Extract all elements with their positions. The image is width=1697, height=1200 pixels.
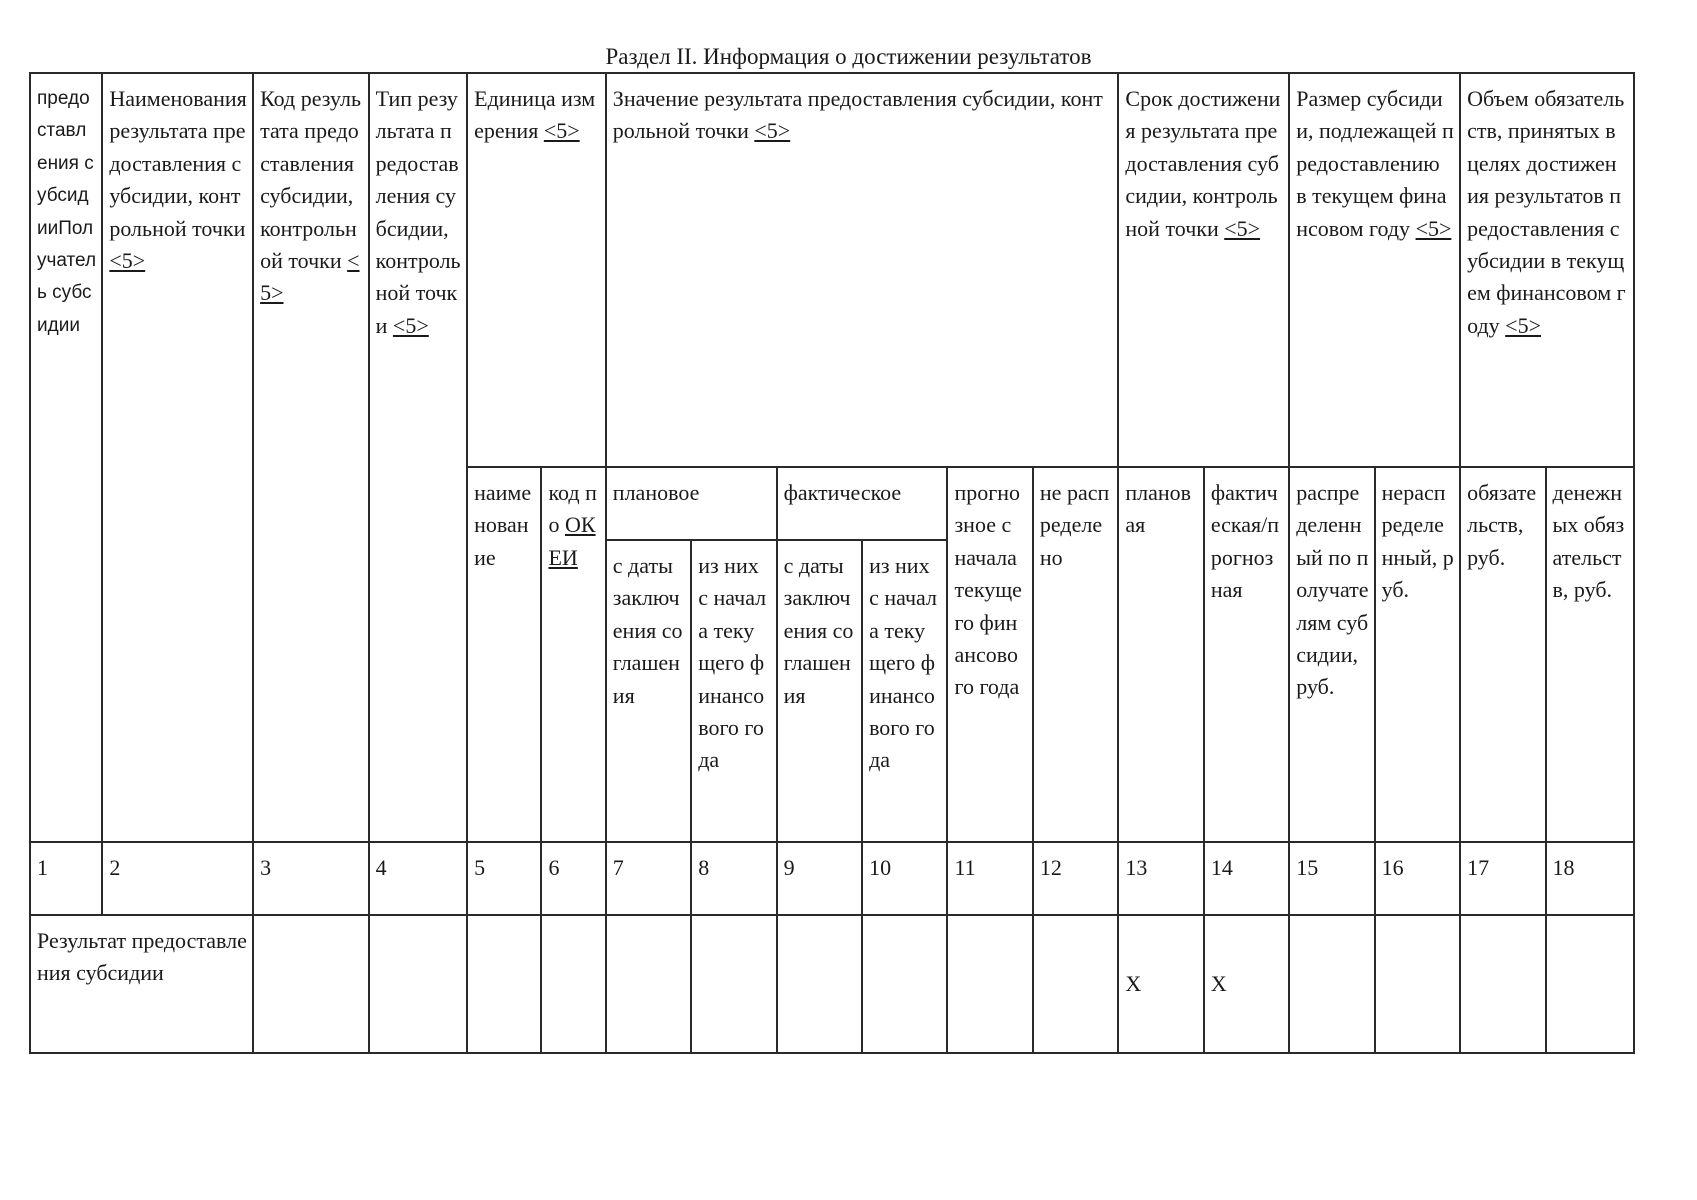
- table-cell: [777, 915, 862, 1053]
- footnote-link[interactable]: <5>: [392, 312, 429, 338]
- section-title: Раздел II. Информация о достижении результатов: [605, 44, 1092, 69]
- header-nondistributed: нераспределенный, руб.: [1375, 467, 1460, 842]
- result-row: [30, 915, 1634, 1053]
- header-actual-from-agreement: с даты заключения соглашения: [777, 540, 862, 842]
- column-number: 3: [253, 842, 369, 915]
- column-number: 9: [777, 842, 862, 915]
- table-cell: [1033, 915, 1118, 1053]
- footnote-link[interactable]: <5>: [1505, 312, 1541, 338]
- deadline-actual-mark: X: [1204, 915, 1289, 1053]
- results-table: [29, 72, 1635, 1054]
- column-number: 4: [369, 842, 467, 915]
- table-cell: [253, 915, 369, 1053]
- table-cell: [1375, 915, 1460, 1053]
- header-subsidy-size: Размер субсидии, подлежащей предоставлению в текущем финансовом году <5>: [1289, 73, 1460, 467]
- header-obligations: Объем обязательств, принятых в целях достижения результатов предоставления субсидии в текущем финансовом году <5>: [1460, 73, 1634, 467]
- header-result-type: Тип результата предоставления субсидии, контрольной точки <5>: [369, 73, 467, 842]
- column-number: 17: [1460, 842, 1545, 915]
- table-cell: [467, 915, 541, 1053]
- column-number: 13: [1118, 842, 1203, 915]
- header-deadline-actual: фактическая/прогнозная: [1204, 467, 1289, 842]
- header-row-main: [30, 73, 1634, 467]
- footnote-link[interactable]: <5>: [109, 248, 146, 274]
- table-cell: [606, 915, 691, 1053]
- footnote-link[interactable]: <5>: [1224, 215, 1261, 241]
- header-planned: плановое: [606, 467, 777, 540]
- header-deadline-planned: плановая: [1118, 467, 1203, 842]
- footnote-link[interactable]: <5>: [260, 248, 360, 306]
- footnote-link[interactable]: <5>: [754, 118, 791, 144]
- footnote-link[interactable]: <5>: [543, 118, 580, 144]
- column-number: 14: [1204, 842, 1289, 915]
- table-cell: [1546, 915, 1634, 1053]
- table-cell: [1460, 915, 1545, 1053]
- column-number: 11: [947, 842, 1032, 915]
- footnote-link[interactable]: <5>: [1415, 215, 1452, 241]
- header-planned-from-year: из них с начала текущего финансового года: [691, 540, 776, 842]
- header-distributed: распределенный по получателям субсидии, руб.: [1289, 467, 1374, 842]
- header-result-name: Наименования результата предоставления субсидии, контрольной точки <5>: [102, 73, 253, 842]
- table-cell: [947, 915, 1032, 1053]
- column-number: 16: [1375, 842, 1460, 915]
- header-actual: фактическое: [777, 467, 948, 540]
- column-number: 1: [30, 842, 102, 915]
- table-cell: [1289, 915, 1374, 1053]
- header-unit: Единица измерения <5>: [467, 73, 606, 467]
- header-result-code: Код результата предоставления субсидии, контрольной точки <5>: [253, 73, 369, 842]
- table-cell: [862, 915, 947, 1053]
- header-monetary-obligations: денежных обязательств, руб.: [1546, 467, 1634, 842]
- column-number: 6: [541, 842, 605, 915]
- column-number-row: [30, 842, 1634, 915]
- column-number: 5: [467, 842, 541, 915]
- header-obligations-rub: обязательств, руб.: [1460, 467, 1545, 842]
- column-number: 15: [1289, 842, 1374, 915]
- column-number: 18: [1546, 842, 1634, 915]
- okei-link[interactable]: ОКЕИ: [548, 512, 596, 570]
- column-number: 2: [102, 842, 253, 915]
- header-actual-from-year: из них с начала текущего финансового года: [862, 540, 947, 842]
- header-deadline: Срок достижения результата предоставления субсидии, контрольной точки <5>: [1118, 73, 1289, 467]
- header-value: Значение результата предоставления субсидии, контрольной точки <5>: [606, 73, 1119, 467]
- deadline-planned-mark: X: [1118, 915, 1203, 1053]
- column-number: 8: [691, 842, 776, 915]
- header-unit-name: наименование: [467, 467, 541, 842]
- column-number: 7: [606, 842, 691, 915]
- column-number: 10: [862, 842, 947, 915]
- header-planned-from-agreement: с даты заключения соглашения: [606, 540, 691, 842]
- column-number: 12: [1033, 842, 1118, 915]
- header-undistributed: не распределено: [1033, 467, 1118, 842]
- header-forecast: прогнозное с начала текущего финансового года: [947, 467, 1032, 842]
- result-label: Результат предоставления субсидии: [30, 915, 253, 1053]
- header-recipient: предоставления субсидииПолучатель субсидии: [30, 73, 102, 842]
- table-cell: [369, 915, 467, 1053]
- table-cell: [541, 915, 605, 1053]
- header-okei: код по ОКЕИ: [541, 467, 605, 842]
- table-cell: [691, 915, 776, 1053]
